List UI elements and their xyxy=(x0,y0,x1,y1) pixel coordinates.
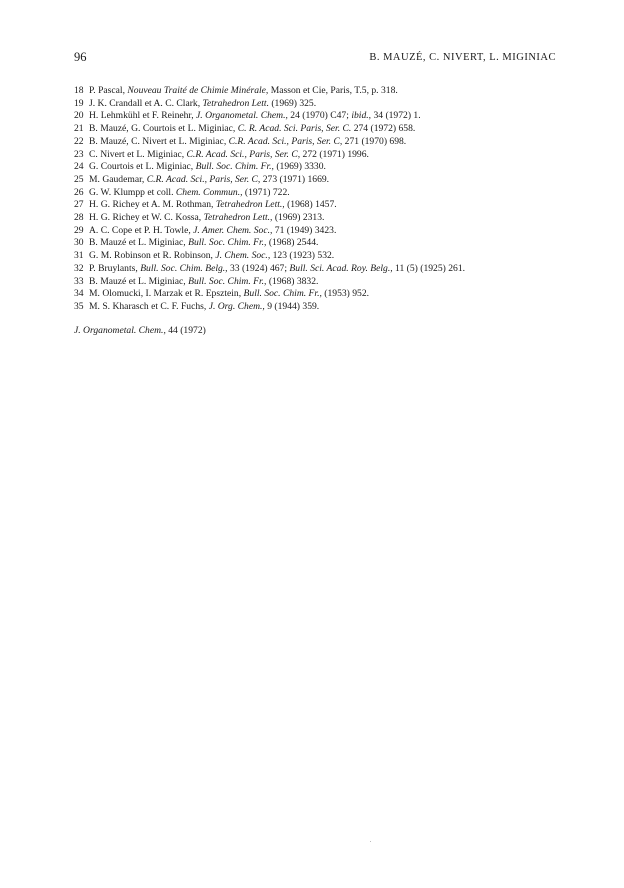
reference-text: H. G. Richey et A. M. Rothman, xyxy=(89,199,216,211)
reference-item xyxy=(74,263,564,276)
reference-number: 21 xyxy=(74,123,84,135)
reference-item xyxy=(74,288,564,301)
reference-text: (1971) 722. xyxy=(242,186,290,198)
reference-journal: C.R. Acad. Sci., Paris, Ser. C, xyxy=(186,148,301,160)
reference-text: C. Nivert et L. Miginiac, xyxy=(89,148,187,160)
reference-text: 71 (1949) 3423. xyxy=(272,224,337,236)
journal-footer xyxy=(74,325,206,336)
reference-journal: J. Amer. Chem. Soc., xyxy=(193,224,273,236)
reference-text: B. Mauzé, C. Nivert et L. Miginiac, xyxy=(89,135,229,147)
reference-journal: Bull. Sci. Acad. Roy. Belg., xyxy=(289,262,393,274)
reference-item xyxy=(74,276,564,289)
reference-item xyxy=(74,250,564,263)
reference-item xyxy=(74,85,564,98)
reference-item xyxy=(74,161,564,174)
reference-text: (1969) 325. xyxy=(268,97,317,109)
reference-item xyxy=(74,212,564,225)
reference-text: M. S. Kharasch et C. F. Fuchs, xyxy=(89,300,209,312)
reference-text: Masson et Cie, Paris, T.5, p. 318. xyxy=(268,85,398,96)
reference-journal: Tetrahedron Lett. xyxy=(202,97,269,109)
reference-journal: Bull. Soc. Chim. Fr., xyxy=(188,275,267,287)
reference-text: H. G. Richey et W. C. Kossa, xyxy=(89,212,204,224)
reference-text: 33 (1924) 467; xyxy=(227,262,290,274)
page-number: 96 xyxy=(74,50,87,64)
reference-number: 33 xyxy=(74,275,84,287)
footer-journal: J. Organometal. Chem., xyxy=(74,325,166,336)
reference-text: 274 (1972) 658. xyxy=(351,123,416,135)
reference-item xyxy=(74,301,564,314)
stray-mark xyxy=(370,841,371,842)
reference-item xyxy=(74,225,564,238)
reference-text: 34 (1972) 1. xyxy=(371,110,421,122)
reference-number: 32 xyxy=(74,262,84,274)
reference-list xyxy=(74,85,564,314)
reference-number: 19 xyxy=(74,97,84,109)
reference-number: 27 xyxy=(74,199,84,211)
reference-number: 26 xyxy=(74,186,84,198)
reference-number: 29 xyxy=(74,224,84,236)
reference-journal: Chem. Commun., xyxy=(175,186,243,198)
reference-journal: Tetrahedron Lett., xyxy=(203,212,273,224)
reference-text: 24 (1970) C47; xyxy=(287,110,352,122)
reference-item xyxy=(74,199,564,212)
reference-text: H. Lehmkühl et F. Reinehr, xyxy=(89,110,197,122)
reference-item xyxy=(74,110,564,123)
reference-item xyxy=(74,237,564,250)
reference-journal: Tetrahedron Lett., xyxy=(215,199,285,211)
reference-journal: J. Chem. Soc., xyxy=(215,250,271,262)
reference-text: 273 (1971) 1669. xyxy=(260,173,330,185)
reference-number: 31 xyxy=(74,250,84,262)
reference-text: 9 (1944) 359. xyxy=(264,300,320,312)
reference-item xyxy=(74,187,564,200)
reference-item xyxy=(74,149,564,162)
reference-number: 18 xyxy=(74,85,84,96)
reference-text: G. W. Klumpp et coll. xyxy=(89,186,176,198)
reference-text: (1953) 952. xyxy=(321,288,370,300)
reference-number: 28 xyxy=(74,212,84,224)
reference-text: B. Mauzé et L. Miginiac, xyxy=(89,275,189,287)
reference-journal: J. Organometal. Chem., xyxy=(196,110,288,122)
reference-text: A. C. Cope et P. H. Towle, xyxy=(89,224,194,236)
reference-item xyxy=(74,98,564,111)
reference-text: P. Bruylants, xyxy=(89,262,141,274)
reference-number: 34 xyxy=(74,288,84,300)
reference-text: (1969) 3330. xyxy=(273,161,326,173)
reference-journal: Bull. Soc. Chim. Fr., xyxy=(188,237,267,249)
reference-number: 24 xyxy=(74,161,84,173)
reference-journal: Bull. Soc. Chim. Fr., xyxy=(195,161,274,173)
reference-text: P. Pascal, xyxy=(89,85,128,96)
reference-text: (1968) 2544. xyxy=(266,237,319,249)
reference-journal: Bull. Soc. Chim. Belg., xyxy=(140,262,228,274)
reference-text: B. Mauzé et L. Miginiac, xyxy=(89,237,189,249)
reference-text: B. Mauzé, G. Courtois et L. Miginiac, xyxy=(89,123,238,135)
footer-volume-year: 44 (1972) xyxy=(165,325,206,336)
reference-number: 35 xyxy=(74,300,84,312)
reference-text: 272 (1971) 1996. xyxy=(300,148,369,160)
reference-journal: Nouveau Traité de Chimie Minérale, xyxy=(127,85,269,96)
reference-journal: C. R. Acad. Sci. Paris, Ser. C. xyxy=(237,123,352,135)
reference-number: 20 xyxy=(74,110,84,122)
reference-journal: C.R. Acad. Sci., Paris, Ser. C, xyxy=(228,135,343,147)
reference-text: M. Gaudemar, xyxy=(89,173,147,185)
reference-number: 25 xyxy=(74,173,84,185)
reference-text: M. Olomucki, I. Marzak et R. Epsztein, xyxy=(89,288,244,300)
reference-journal: Bull. Soc. Chim. Fr., xyxy=(243,288,322,300)
reference-text: G. M. Robinson et R. Robinson, xyxy=(89,250,216,262)
reference-text: (1969) 2313. xyxy=(272,212,325,224)
reference-text: 11 (5) (1925) 261. xyxy=(392,262,466,274)
reference-journal: ibid., xyxy=(351,110,372,122)
reference-item xyxy=(74,123,564,136)
reference-journal: J. Org. Chem., xyxy=(208,300,265,312)
reference-text: (1968) 3832. xyxy=(266,275,319,287)
reference-item xyxy=(74,174,564,187)
reference-number: 30 xyxy=(74,237,84,249)
reference-number: 23 xyxy=(74,148,84,160)
reference-text: 123 (1923) 532. xyxy=(270,250,335,262)
running-head: B. MAUZÉ, C. NIVERT, L. MIGINIAC xyxy=(369,52,556,63)
reference-item xyxy=(74,136,564,149)
reference-text: 271 (1970) 698. xyxy=(342,135,407,147)
reference-text: (1968) 1457. xyxy=(284,199,337,211)
reference-text: J. K. Crandall et A. C. Clark, xyxy=(89,97,203,109)
reference-journal: C.R. Acad. Sci., Paris, Ser. C, xyxy=(146,173,261,185)
reference-text: G. Courtois et L. Miginiac, xyxy=(89,161,196,173)
reference-number: 22 xyxy=(74,135,84,147)
